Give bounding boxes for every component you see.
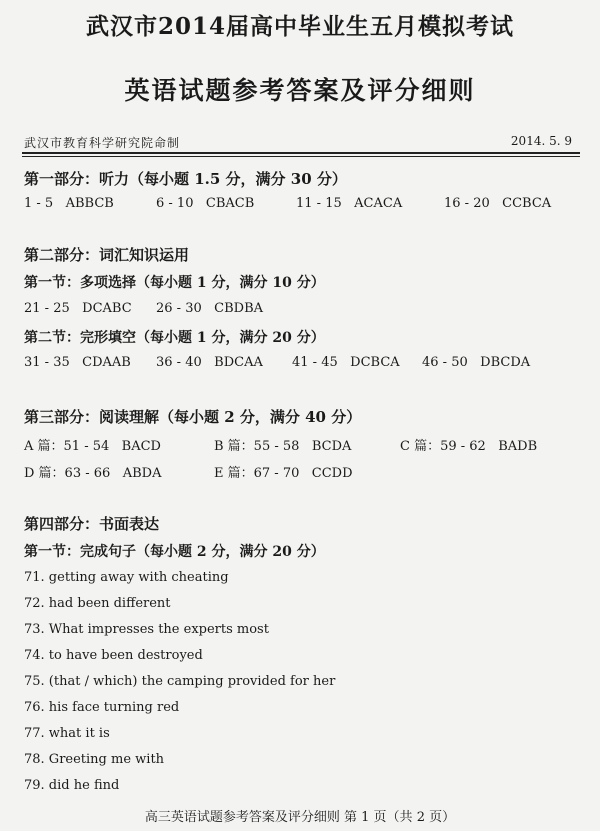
answer-group: 6 - 10 CBACB: [156, 196, 255, 211]
part2-heading: 第二部分：词汇知识运用: [24, 246, 190, 264]
passage-answer: E 篇：67 - 70 CCDD: [214, 466, 353, 481]
sentence-answer: 78. Greeting me with: [24, 752, 165, 767]
passage-answer: A 篇：51 - 54 BACD: [24, 439, 161, 454]
issuer-label: 武汉市教育科学研究院命制: [24, 136, 181, 150]
part2-sec2-heading: 第二节：完形填空（每小题 1 分，满分 20 分）: [24, 330, 325, 346]
sentence-answer: 75. (that / which) the camping provided for her: [24, 674, 336, 689]
answer-group: 41 - 45 DCBCA: [292, 355, 400, 370]
part2-sec1-answers: [24, 301, 584, 319]
answer-group: 1 - 5 ABBCB: [24, 196, 114, 211]
answer-group: 21 - 25 DCABC: [24, 301, 132, 316]
sentence-answer: 74. to have been destroyed: [24, 648, 203, 663]
sentence-answer: 73. What impresses the experts most: [24, 622, 269, 637]
sentence-answer: 79. did he find: [24, 778, 120, 793]
answer-group: 11 - 15 ACACA: [296, 196, 403, 211]
issue-date: 2014. 5. 9: [510, 134, 572, 148]
answer-group: 16 - 20 CCBCA: [444, 196, 552, 211]
header-rule-thin: [22, 156, 580, 157]
part3-answers-row1: [24, 435, 584, 453]
part2-sec1-heading: 第一节：多项选择（每小题 1 分，满分 10 分）: [24, 275, 325, 291]
sentence-answer: 77. what it is: [24, 726, 110, 741]
passage-answer: B 篇：55 - 58 BCDA: [214, 439, 352, 454]
answer-group: 26 - 30 CBDBA: [156, 301, 264, 316]
answer-group: 46 - 50 DBCDA: [422, 355, 531, 370]
document-title: 英语试题参考答案及评分细则: [124, 76, 476, 105]
passage-answer: C 篇：59 - 62 BADB: [400, 439, 538, 454]
answer-group: 31 - 35 CDAAB: [24, 355, 131, 370]
answer-group: 36 - 40 BDCAA: [156, 355, 263, 370]
sentence-answer: 71. getting away with cheating: [24, 570, 229, 585]
sentence-answer: 76. his face turning red: [24, 700, 180, 715]
part3-answers-row2: [24, 462, 584, 480]
passage-answer: D 篇：63 - 66 ABDA: [24, 466, 162, 481]
part1-heading: 第一部分：听力（每小题 1.5 分，满分 30 分）: [24, 170, 347, 188]
part4-sec1-heading: 第一节：完成句子（每小题 2 分，满分 20 分）: [24, 544, 325, 560]
part1-answers: [24, 196, 584, 214]
header-rule: [22, 152, 580, 154]
exam-title: 武汉市2014届高中毕业生五月模拟考试: [85, 13, 514, 40]
part4-heading: 第四部分：书面表达: [24, 515, 160, 533]
part2-sec2-answers: [24, 355, 584, 373]
part3-heading: 第三部分：阅读理解（每小题 2 分，满分 40 分）: [24, 408, 362, 426]
page-footer: 高三英语试题参考答案及评分细则 第 1 页（共 2 页）: [144, 810, 456, 825]
sentence-answer: 72. had been different: [24, 596, 171, 611]
